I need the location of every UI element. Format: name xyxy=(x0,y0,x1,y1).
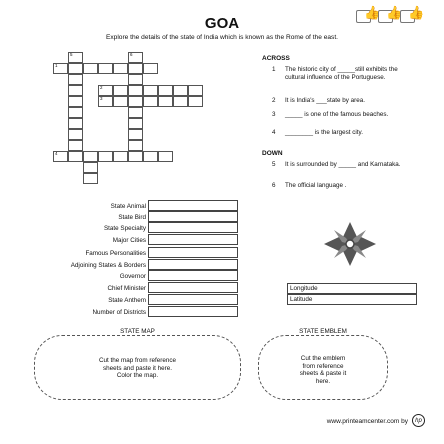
crossword-cell[interactable] xyxy=(173,85,188,96)
crossword-cell-number: 4 xyxy=(55,151,58,156)
instruction-line: from reference xyxy=(302,362,344,370)
page-title: GOA xyxy=(204,15,240,32)
crossword-cell[interactable] xyxy=(68,151,83,162)
crossword-cell[interactable] xyxy=(68,129,83,140)
fact-label-adjoining-states: Adjoining States & Borders xyxy=(70,262,146,269)
crossword-cell[interactable] xyxy=(83,151,98,162)
crossword-cell[interactable] xyxy=(128,52,143,63)
fact-label-state-anthem: State Anthem xyxy=(108,297,146,304)
instruction-line: Cut the emblem xyxy=(300,355,346,362)
crossword-cell[interactable] xyxy=(113,96,128,107)
fact-label-famous-personalities: Famous Personalities xyxy=(85,250,146,257)
instruction-line: Cut the map from reference xyxy=(99,357,176,364)
thumbs-up-icon: 👍 xyxy=(386,5,403,20)
across-heading: ACROSS xyxy=(262,55,290,62)
crossword-cell[interactable] xyxy=(128,74,143,85)
crossword-cell-number: 6 xyxy=(130,52,133,57)
clue-number: 5 xyxy=(272,161,276,168)
crossword-cell-number: 3 xyxy=(100,96,103,101)
down-heading: DOWN xyxy=(262,150,283,157)
clue-across-4 xyxy=(272,129,422,139)
clue-text: It is surrounded by _____ and Karnataka. xyxy=(285,161,401,168)
state-map-instructions xyxy=(34,357,241,380)
crossword-cell-number: 1 xyxy=(55,63,58,68)
fact-label-governor: Governor xyxy=(119,273,146,280)
crossword-cell[interactable] xyxy=(158,85,173,96)
crossword-cell[interactable] xyxy=(53,151,68,162)
clue-text: The official language . xyxy=(285,182,347,189)
major-cities-field[interactable] xyxy=(148,234,238,245)
crossword-cell[interactable] xyxy=(68,63,83,74)
crossword-cell[interactable] xyxy=(188,96,203,107)
instruction-line: here. xyxy=(315,377,331,385)
state-emblem-title: STATE EMBLEM xyxy=(299,328,347,335)
adjoining-states-field[interactable] xyxy=(148,259,238,270)
crossword-cell[interactable] xyxy=(98,85,113,96)
crossword-cell[interactable] xyxy=(98,63,113,74)
crossword-cell[interactable] xyxy=(158,96,173,107)
rating-thumbs xyxy=(356,5,434,24)
clue-across-2 xyxy=(272,97,422,107)
clue-across-3 xyxy=(272,111,422,127)
crossword-cell[interactable] xyxy=(158,151,173,162)
hp-logo-icon: hp xyxy=(412,414,425,427)
crossword-cell[interactable] xyxy=(68,107,83,118)
crossword-cell[interactable] xyxy=(128,63,143,74)
thumbs-up-icon: 👍 xyxy=(364,5,381,20)
chief-minister-field[interactable] xyxy=(148,282,238,293)
clue-text: The historic city of _____still exhibits the cultural influence of the Portuguese. xyxy=(285,66,398,81)
crossword-cell[interactable] xyxy=(128,85,143,96)
crossword-cell[interactable] xyxy=(68,96,83,107)
governor-field[interactable] xyxy=(148,270,238,281)
clue-text: It is India's ___state by area. xyxy=(285,97,365,104)
crossword-cell[interactable] xyxy=(68,85,83,96)
number-of-districts-field[interactable] xyxy=(148,306,238,317)
crossword-cell[interactable] xyxy=(83,63,98,74)
crossword-cell[interactable] xyxy=(128,96,143,107)
clue-number: 3 xyxy=(272,111,276,118)
clue-number: 4 xyxy=(272,129,276,136)
crossword-cell[interactable] xyxy=(128,151,143,162)
fact-label-state-animal: State Animal xyxy=(110,203,146,210)
crossword-cell[interactable] xyxy=(68,118,83,129)
clue-text: ________ is the largest city. xyxy=(285,129,363,136)
fact-label-state-specialty: State Specialty xyxy=(103,225,146,232)
crossword-cell[interactable] xyxy=(188,85,203,96)
clue-number: 1 xyxy=(272,66,276,73)
crossword-cell[interactable] xyxy=(98,96,113,107)
crossword-cell[interactable] xyxy=(53,63,68,74)
crossword-cell[interactable] xyxy=(143,63,158,74)
thumbs-up-icon: 👍 xyxy=(408,5,425,20)
state-specialty-field[interactable] xyxy=(148,222,238,233)
fact-label-number-of-districts: Number of Districts xyxy=(92,309,146,316)
clue-number: 2 xyxy=(272,97,276,104)
crossword-cell[interactable] xyxy=(128,129,143,140)
crossword-cell[interactable] xyxy=(68,52,83,63)
crossword-cell[interactable] xyxy=(143,96,158,107)
state-emblem-instructions xyxy=(258,355,388,385)
page-subtitle: Explore the details of the state of India which is known as the Rome of the east. xyxy=(105,34,338,41)
crossword-cell[interactable] xyxy=(113,85,128,96)
clue-down-5 xyxy=(272,161,422,177)
crossword-cell[interactable] xyxy=(173,96,188,107)
fact-label-chief-minister: Chief Minister xyxy=(107,285,146,292)
fact-label-state-bird: State Bird xyxy=(118,214,146,221)
crossword-cell[interactable] xyxy=(83,173,98,184)
clue-across-1 xyxy=(272,66,422,100)
state-animal-field[interactable] xyxy=(148,200,238,211)
crossword-cell[interactable] xyxy=(68,140,83,151)
crossword-cell[interactable] xyxy=(143,85,158,96)
footer-site: www.printeamcenter.com by xyxy=(326,418,408,425)
crossword-cell[interactable] xyxy=(143,151,158,162)
crossword-cell[interactable] xyxy=(113,151,128,162)
compass-rose-icon xyxy=(320,220,380,268)
fact-label-major-cities: Major Cities xyxy=(112,237,146,244)
latitude-field[interactable]: Latitude xyxy=(287,294,417,305)
crossword-cell[interactable] xyxy=(113,63,128,74)
crossword-cell[interactable] xyxy=(128,118,143,129)
clue-number: 6 xyxy=(272,182,276,189)
clue-down-6 xyxy=(272,182,422,192)
clue-text: _____ is one of the famous beaches. xyxy=(285,111,389,118)
crossword-cell[interactable] xyxy=(98,151,113,162)
state-bird-field[interactable] xyxy=(148,211,238,222)
crossword-cell-number: 2 xyxy=(100,85,103,90)
longitude-field[interactable]: Longitude xyxy=(287,283,417,294)
crossword-cell-number: 5 xyxy=(70,52,73,57)
instruction-line: Color the map. xyxy=(116,372,159,379)
crossword-cell[interactable] xyxy=(83,162,98,173)
instruction-line: sheets & paste it xyxy=(299,370,347,377)
instruction-line: sheets and paste it here. xyxy=(103,364,172,372)
crossword-cell[interactable] xyxy=(68,74,83,85)
state-anthem-field[interactable] xyxy=(148,294,238,305)
famous-personalities-field[interactable] xyxy=(148,247,238,258)
crossword-cell[interactable] xyxy=(128,107,143,118)
crossword-cell[interactable] xyxy=(128,140,143,151)
state-map-title: STATE MAP xyxy=(120,328,155,335)
